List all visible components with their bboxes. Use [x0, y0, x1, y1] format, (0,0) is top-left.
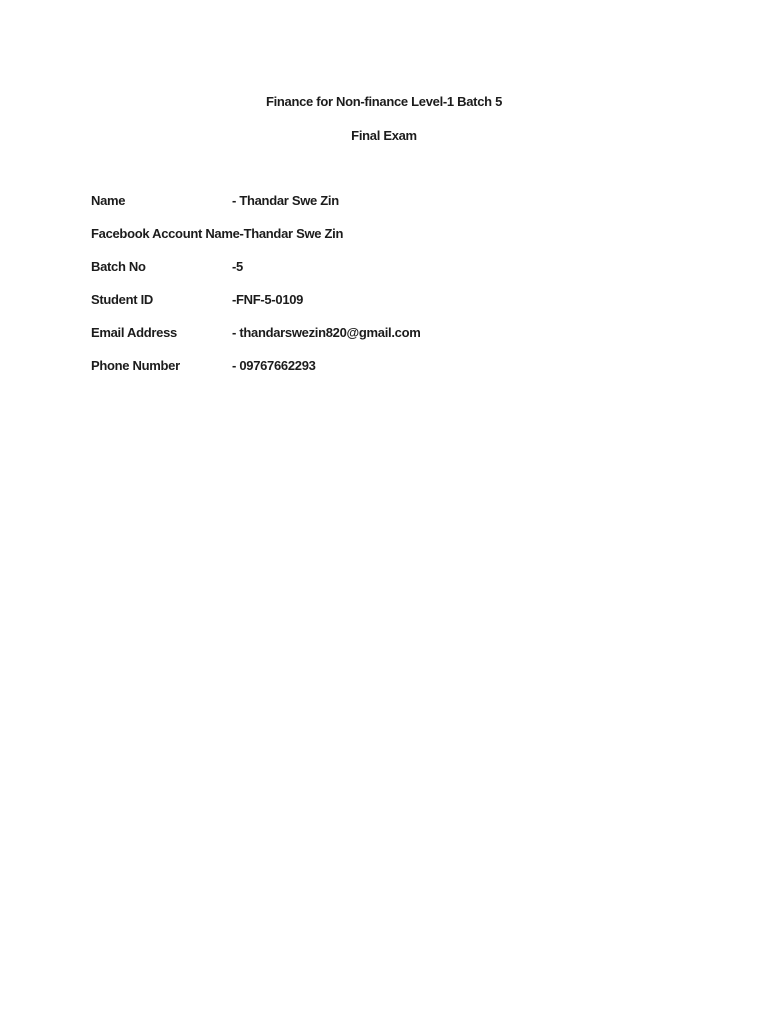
document-title: Finance for Non-finance Level-1 Batch 5: [265, 94, 503, 109]
field-value: - thandarswezin820@gmail.com: [232, 325, 421, 340]
field-value: -FNF-5-0109: [232, 292, 304, 307]
field-label: Batch No: [91, 259, 146, 274]
field-value: -5: [232, 259, 243, 274]
field-value: -Thandar Swe Zin: [239, 226, 344, 241]
field-label: Student ID: [91, 292, 153, 307]
field-row-facebook-account-name: [91, 226, 421, 259]
document-subtitle: Final Exam: [351, 128, 417, 143]
student-info-fields: [91, 193, 421, 391]
field-label: Name: [91, 193, 126, 208]
field-label: Facebook Account Name: [91, 226, 240, 241]
field-value: - Thandar Swe Zin: [232, 193, 339, 208]
field-row-email-address: [91, 325, 421, 358]
field-value: - 09767662293: [232, 358, 316, 373]
field-row-batch-no: [91, 259, 421, 292]
field-row-name: [91, 193, 421, 226]
field-label: Email Address: [91, 325, 177, 340]
field-row-student-id: [91, 292, 421, 325]
field-label: Phone Number: [91, 358, 180, 373]
field-row-phone-number: [91, 358, 421, 391]
